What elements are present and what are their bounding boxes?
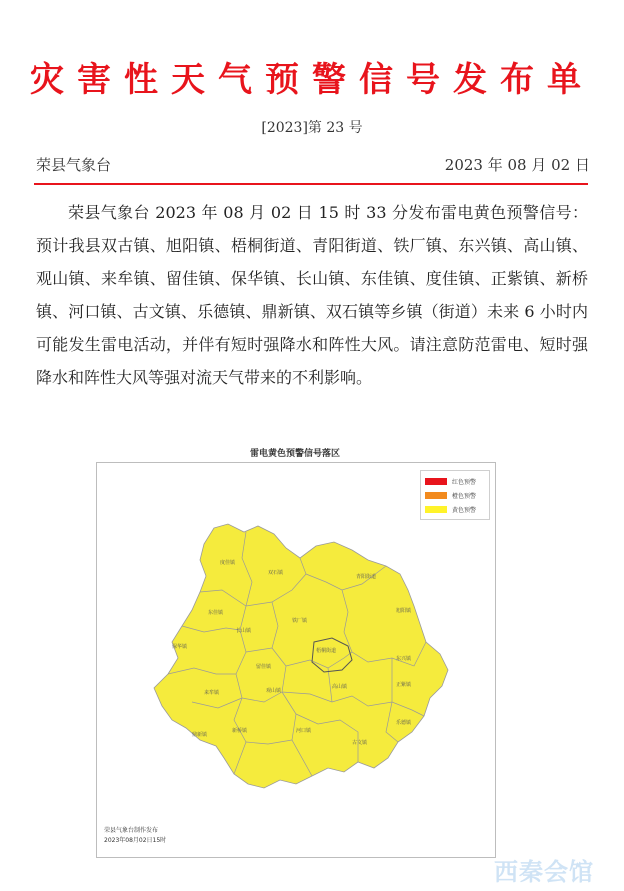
svg-text:青阳街道: 青阳街道 (356, 574, 377, 580)
svg-text:东兴镇: 东兴镇 (396, 656, 412, 662)
svg-text:双石镇: 双石镇 (268, 570, 284, 576)
svg-text:鼎新镇: 鼎新镇 (192, 732, 208, 738)
issuer-name: 荣县气象台 (36, 156, 112, 174)
warning-body-text: 荣县气象台 2023 年 08 月 02 日 15 时 33 分发布雷电黄色预警信号：预计我县双古镇、旭阳镇、梧桐街道、青阳街道、铁厂镇、东兴镇、高山镇、观山镇、来牟镇、留佳镇、保华镇、长山镇、东佳镇、度佳镇、正紫镇、新桥镇、河口镇、古文镇、乐德镇、鼎新镇、双石镇等乡镇（街道）未来 6 小时内可能发生雷电活动，并伴有短时强降水和阵性大风。请注意防范雷电、短时强降水和阵性大风等强对流天气带来的不利影响。 (36, 203, 588, 387)
issue-date: 2023 年 08 月 02 日 (444, 156, 590, 174)
legend-label: 红色预警 (452, 478, 477, 486)
svg-text:铁厂镇: 铁厂镇 (292, 618, 308, 624)
svg-text:梧桐街道: 梧桐街道 (316, 648, 337, 654)
svg-text:长山镇: 长山镇 (236, 628, 252, 634)
legend-label: 橙色预警 (452, 492, 477, 500)
legend-item (425, 476, 476, 486)
svg-text:新桥镇: 新桥镇 (232, 728, 248, 734)
legend-swatch-yellow (425, 506, 447, 513)
map-legend (420, 470, 490, 520)
svg-text:来牟镇: 来牟镇 (204, 690, 220, 696)
legend-swatch-red (425, 478, 447, 485)
svg-text:乐德镇: 乐德镇 (396, 720, 412, 726)
svg-text:旭阳镇: 旭阳镇 (396, 608, 412, 614)
county-map (96, 462, 494, 856)
document-number: [2023]第 23 号 (261, 120, 363, 136)
red-divider (34, 183, 588, 185)
watermark: 西秦会馆 (494, 858, 594, 886)
svg-text:东佳镇: 东佳镇 (208, 610, 224, 616)
map-footer-org: 荣县气象台制作发布 (104, 827, 159, 834)
svg-text:河口镇: 河口镇 (296, 728, 312, 734)
map-title: 雷电黄色预警信号落区 (249, 449, 340, 459)
legend-item (425, 504, 476, 514)
svg-text:正紫镇: 正紫镇 (396, 682, 412, 688)
document-title: 灾害性天气预警信号发布单 (30, 60, 594, 100)
svg-text:留佳镇: 留佳镇 (256, 664, 272, 670)
svg-text:古文镇: 古文镇 (352, 740, 368, 746)
map-footer (104, 826, 166, 846)
svg-text:高山镇: 高山镇 (332, 684, 348, 690)
legend-label: 黄色预警 (452, 506, 477, 514)
svg-text:度佳镇: 度佳镇 (220, 560, 236, 566)
svg-text:观山镇: 观山镇 (266, 688, 282, 694)
svg-text:保华镇: 保华镇 (172, 644, 188, 650)
map-footer-time: 2023年08月02日15时 (104, 837, 167, 844)
legend-swatch-orange (425, 492, 447, 499)
legend-item (425, 490, 476, 500)
